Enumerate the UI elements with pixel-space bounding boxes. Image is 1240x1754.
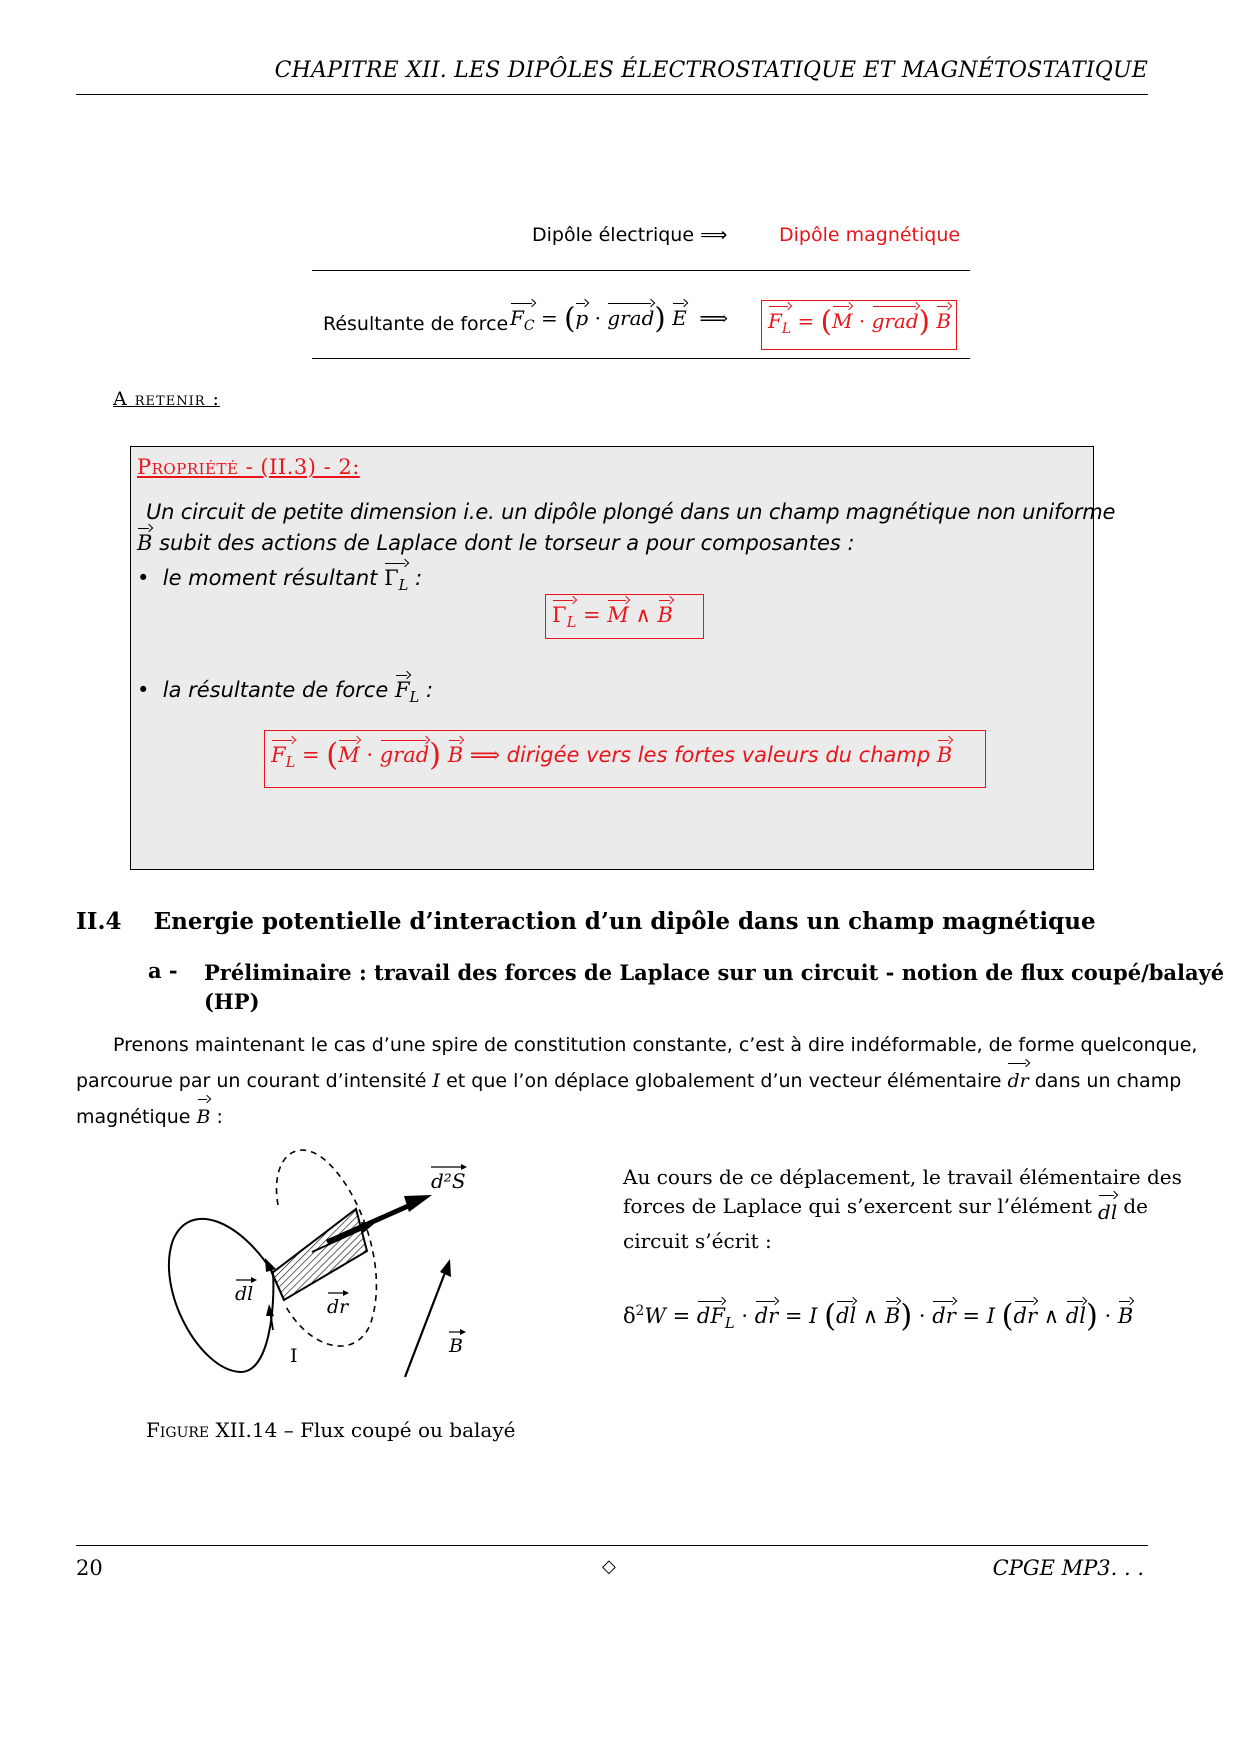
page-number: 20 [76,1556,103,1580]
b-field-arrow [405,1270,446,1377]
bullet-force: • la résultante de force $F_L$ : [137,672,433,706]
force-formula-box: $F_L = (M$ · grad) B ⟹ dirigée vers les fortes valeurs du champ B [264,730,986,788]
work-formula: $\delta^2W = dF_L$ · dr = I (dl ∧ B) · dr = I (dr ∧ dl) · B [623,1299,1134,1334]
table-col2-header: Dipôle magnétique [779,224,961,246]
running-header: CHAPITRE XII. LES DIPÔLES ÉLECTROSTATIQUE ET MAGNÉTOSTATIQUE [274,58,1148,83]
label-B: B [449,1335,463,1357]
section-heading: II.4 Energie potentielle d’interaction d’un dipôle dans un champ magnétique [76,908,1096,935]
property-title: Propriété - (II.3) - 2: [137,455,360,479]
circuit-loop [169,1219,273,1372]
formula-force-magnetic-box: $F_L = (M$ · grad) B [761,300,957,350]
label-I: I [290,1345,298,1367]
figure-caption: Figure XII.14 – Flux coupé ou balayé [146,1418,516,1442]
formula-force-electric: $F_C = (p$ · grad) E ⟹ [510,301,729,335]
label-dl: dl [235,1283,254,1305]
d2s-arrowhead [404,1195,432,1212]
subsection-letter: a - [148,958,178,983]
label-dr: dr [327,1296,349,1318]
property-line2: B subit des actions de Laplace dont le torseur a pour composantes : [137,525,855,555]
swept-surface [272,1209,367,1300]
moment-formula-box: $\Gamma_L = M$ ∧ B [545,594,704,639]
table-row-label: Résultante de force [323,313,509,335]
table-rule-top [312,270,970,271]
table-col1-header: Dipôle électrique ⟹ [532,224,728,246]
footer-right: CPGE MP3. . . [992,1556,1144,1580]
force-direction-text: dirigée vers les fortes valeurs du champ [506,743,931,767]
header-rule [76,94,1148,95]
footer-symbol: ◇ [602,1556,616,1577]
dl-arrowhead [265,1258,276,1272]
label-d2s: d²S [431,1169,466,1193]
table-rule-bottom [312,358,970,359]
subsection-title: Préliminaire : travail des forces de Laplace sur un circuit - notion de flux coupé/balayé (HP) [204,960,1225,1014]
b-field-arrowhead [440,1259,451,1277]
property-line1: Un circuit de petite dimension i.e. un dipôle plongé dans un champ magnétique non uniforme [146,500,1116,524]
footer-rule [76,1545,1148,1546]
retenir-label: A retenir : [113,388,220,410]
flux-figure [160,1130,500,1380]
bullet-moment: • le moment résultant $\Gamma_L$ : [137,560,422,594]
right-paragraph: Au cours de ce déplacement, le travail élémentaire des forces de Laplace qui s’exercent sur l’élément dl de circuit s’écrit : [623,1165,1182,1253]
body-paragraph: Prenons maintenant le cas d’une spire de constitution constante, c’est à dire indéformable, de forme quelconque, parcourue par un courant d’intensité I et que l’on déplace globalement d’un vecteur élémentaire dr dans un champ magnétique B : [76,1030,1156,1132]
